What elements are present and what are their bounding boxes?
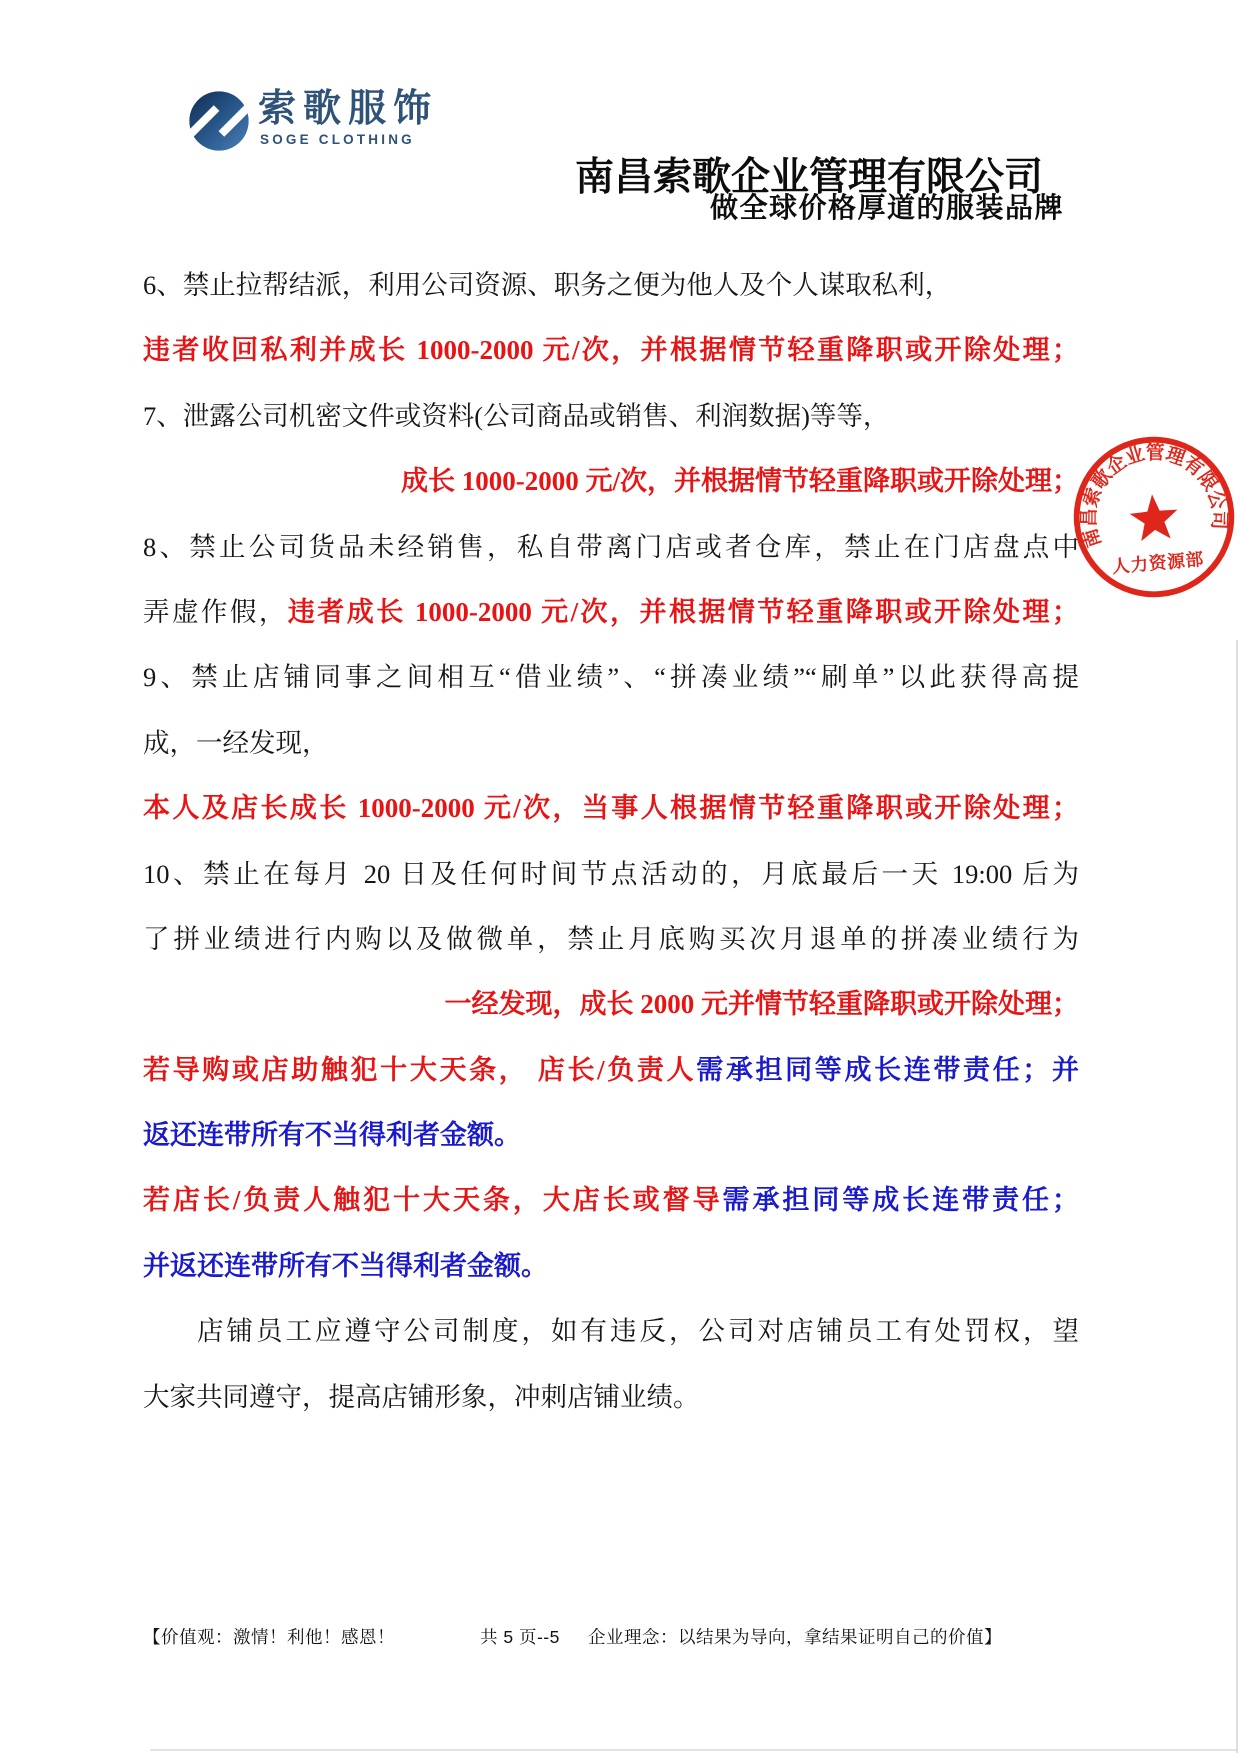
policy-line <box>143 645 1079 710</box>
policy-line <box>143 1168 1079 1233</box>
scan-edge-right <box>1236 640 1238 1753</box>
penalty-segment: 本人及店长成长 1000-2000 元/次，当事人根据情节轻重降职或开除处理； <box>143 793 1079 824</box>
policy-segment: 7、泄露公司机密文件或资料(公司商品或销售、利润数据)等等， <box>143 400 890 431</box>
policy-line <box>143 318 1079 383</box>
policy-line <box>143 253 1079 318</box>
company-title: 南昌索歌企业管理有限公司 <box>575 156 1044 200</box>
policy-line <box>143 842 1079 907</box>
stamp-label: 人力资源部 <box>1111 548 1205 577</box>
stamp-ring-text: 南昌索歌企业管理有限公司 <box>1079 442 1230 550</box>
policy-line <box>143 1038 1079 1103</box>
policy-line <box>143 1103 1079 1168</box>
penalty-segment: 违者成长 1000-2000 元/次，并根据情节轻重降职或开除处理； <box>287 596 1079 627</box>
penalty-segment: 成长 1000-2000 元/次，并根据情节轻重降职或开除处理； <box>401 466 1079 497</box>
policy-line <box>143 907 1079 972</box>
policy-line <box>143 1299 1079 1364</box>
company-slogan: 做全球价格厚道的服装品牌 <box>710 192 1065 223</box>
policy-segment: 6、禁止拉帮结派，利用公司资源、职务之便为他人及个人谋取私利， <box>143 270 952 300</box>
policy-segment: 8、禁止公司货品未经销售，私自带离门店或者仓库，禁止在门店盘点中 <box>143 531 1079 562</box>
policy-segment: 了拼业绩进行内购以及做微单，禁止月底购买次月退单的拼凑业绩行为 <box>143 923 1079 954</box>
policy-segment: 9、禁止店铺同事之间相互“借业绩”、“拼凑业绩”“刷单”以此获得高提 <box>143 662 1079 693</box>
footer-philosophy: 企业理念：以结果为导向，拿结果证明自己的价值】 <box>588 1627 1002 1647</box>
liability-segment: 返还连带所有不当得利者金额。 <box>143 1120 521 1151</box>
policy-line <box>143 776 1079 841</box>
policy-line <box>143 1234 1079 1299</box>
policy-segment: 10、禁止在每月 20 日及任何时间节点活动的，月底最后一天 19:00 后为 <box>143 858 1079 889</box>
penalty-segment: 违者收回私利并成长 1000-2000 元/次，并根据情节轻重降职或开除处理； <box>143 335 1079 366</box>
penalty-segment: 若店长/负责人触犯十大天条，大店长或督导 <box>143 1185 723 1216</box>
policy-line <box>143 580 1079 645</box>
policy-line <box>143 972 1079 1037</box>
hr-department-stamp <box>1063 426 1240 608</box>
policy-line <box>143 384 1079 449</box>
policy-line <box>143 515 1079 580</box>
liability-segment: 需承担同等成长连带责任；并 <box>696 1054 1079 1085</box>
policy-segment: 大家共同遵守，提高店铺形象，冲刺店铺业绩。 <box>143 1381 700 1412</box>
brand-name-cn: 索歌服饰 <box>258 88 439 130</box>
penalty-segment: 若导购或店助触犯十大天条， 店长/负责人 <box>143 1054 697 1085</box>
soge-logo-icon <box>188 90 250 152</box>
scan-edge-bottom <box>150 1749 1237 1751</box>
star-icon <box>1128 492 1180 542</box>
policy-line <box>143 449 1079 514</box>
liability-segment: 需承担同等成长连带责任； <box>722 1185 1079 1216</box>
policy-segment: 弄虚作假， <box>143 596 288 627</box>
liability-segment: 并返还连带所有不当得利者金额。 <box>143 1250 548 1281</box>
svg-text:南昌索歌企业管理有限公司 <box>1071 434 1232 550</box>
brand-name-en: SOGE CLOTHING <box>260 132 415 147</box>
policy-segment: 店铺员工应遵守公司制度，如有违反，公司对店铺员工有处罚权，望 <box>197 1316 1079 1347</box>
policy-line <box>143 1365 1079 1430</box>
footer-values: 【价值观：激情！利他！感恩！ <box>143 1627 395 1647</box>
penalty-segment: 一经发现，成长 2000 元并情节轻重降职或开除处理； <box>444 989 1079 1020</box>
footer-page-number: 共 5 页--5 <box>480 1627 560 1647</box>
policy-text <box>143 253 1079 1430</box>
policy-line <box>143 711 1079 776</box>
policy-segment: 成，一经发现， <box>143 727 329 758</box>
